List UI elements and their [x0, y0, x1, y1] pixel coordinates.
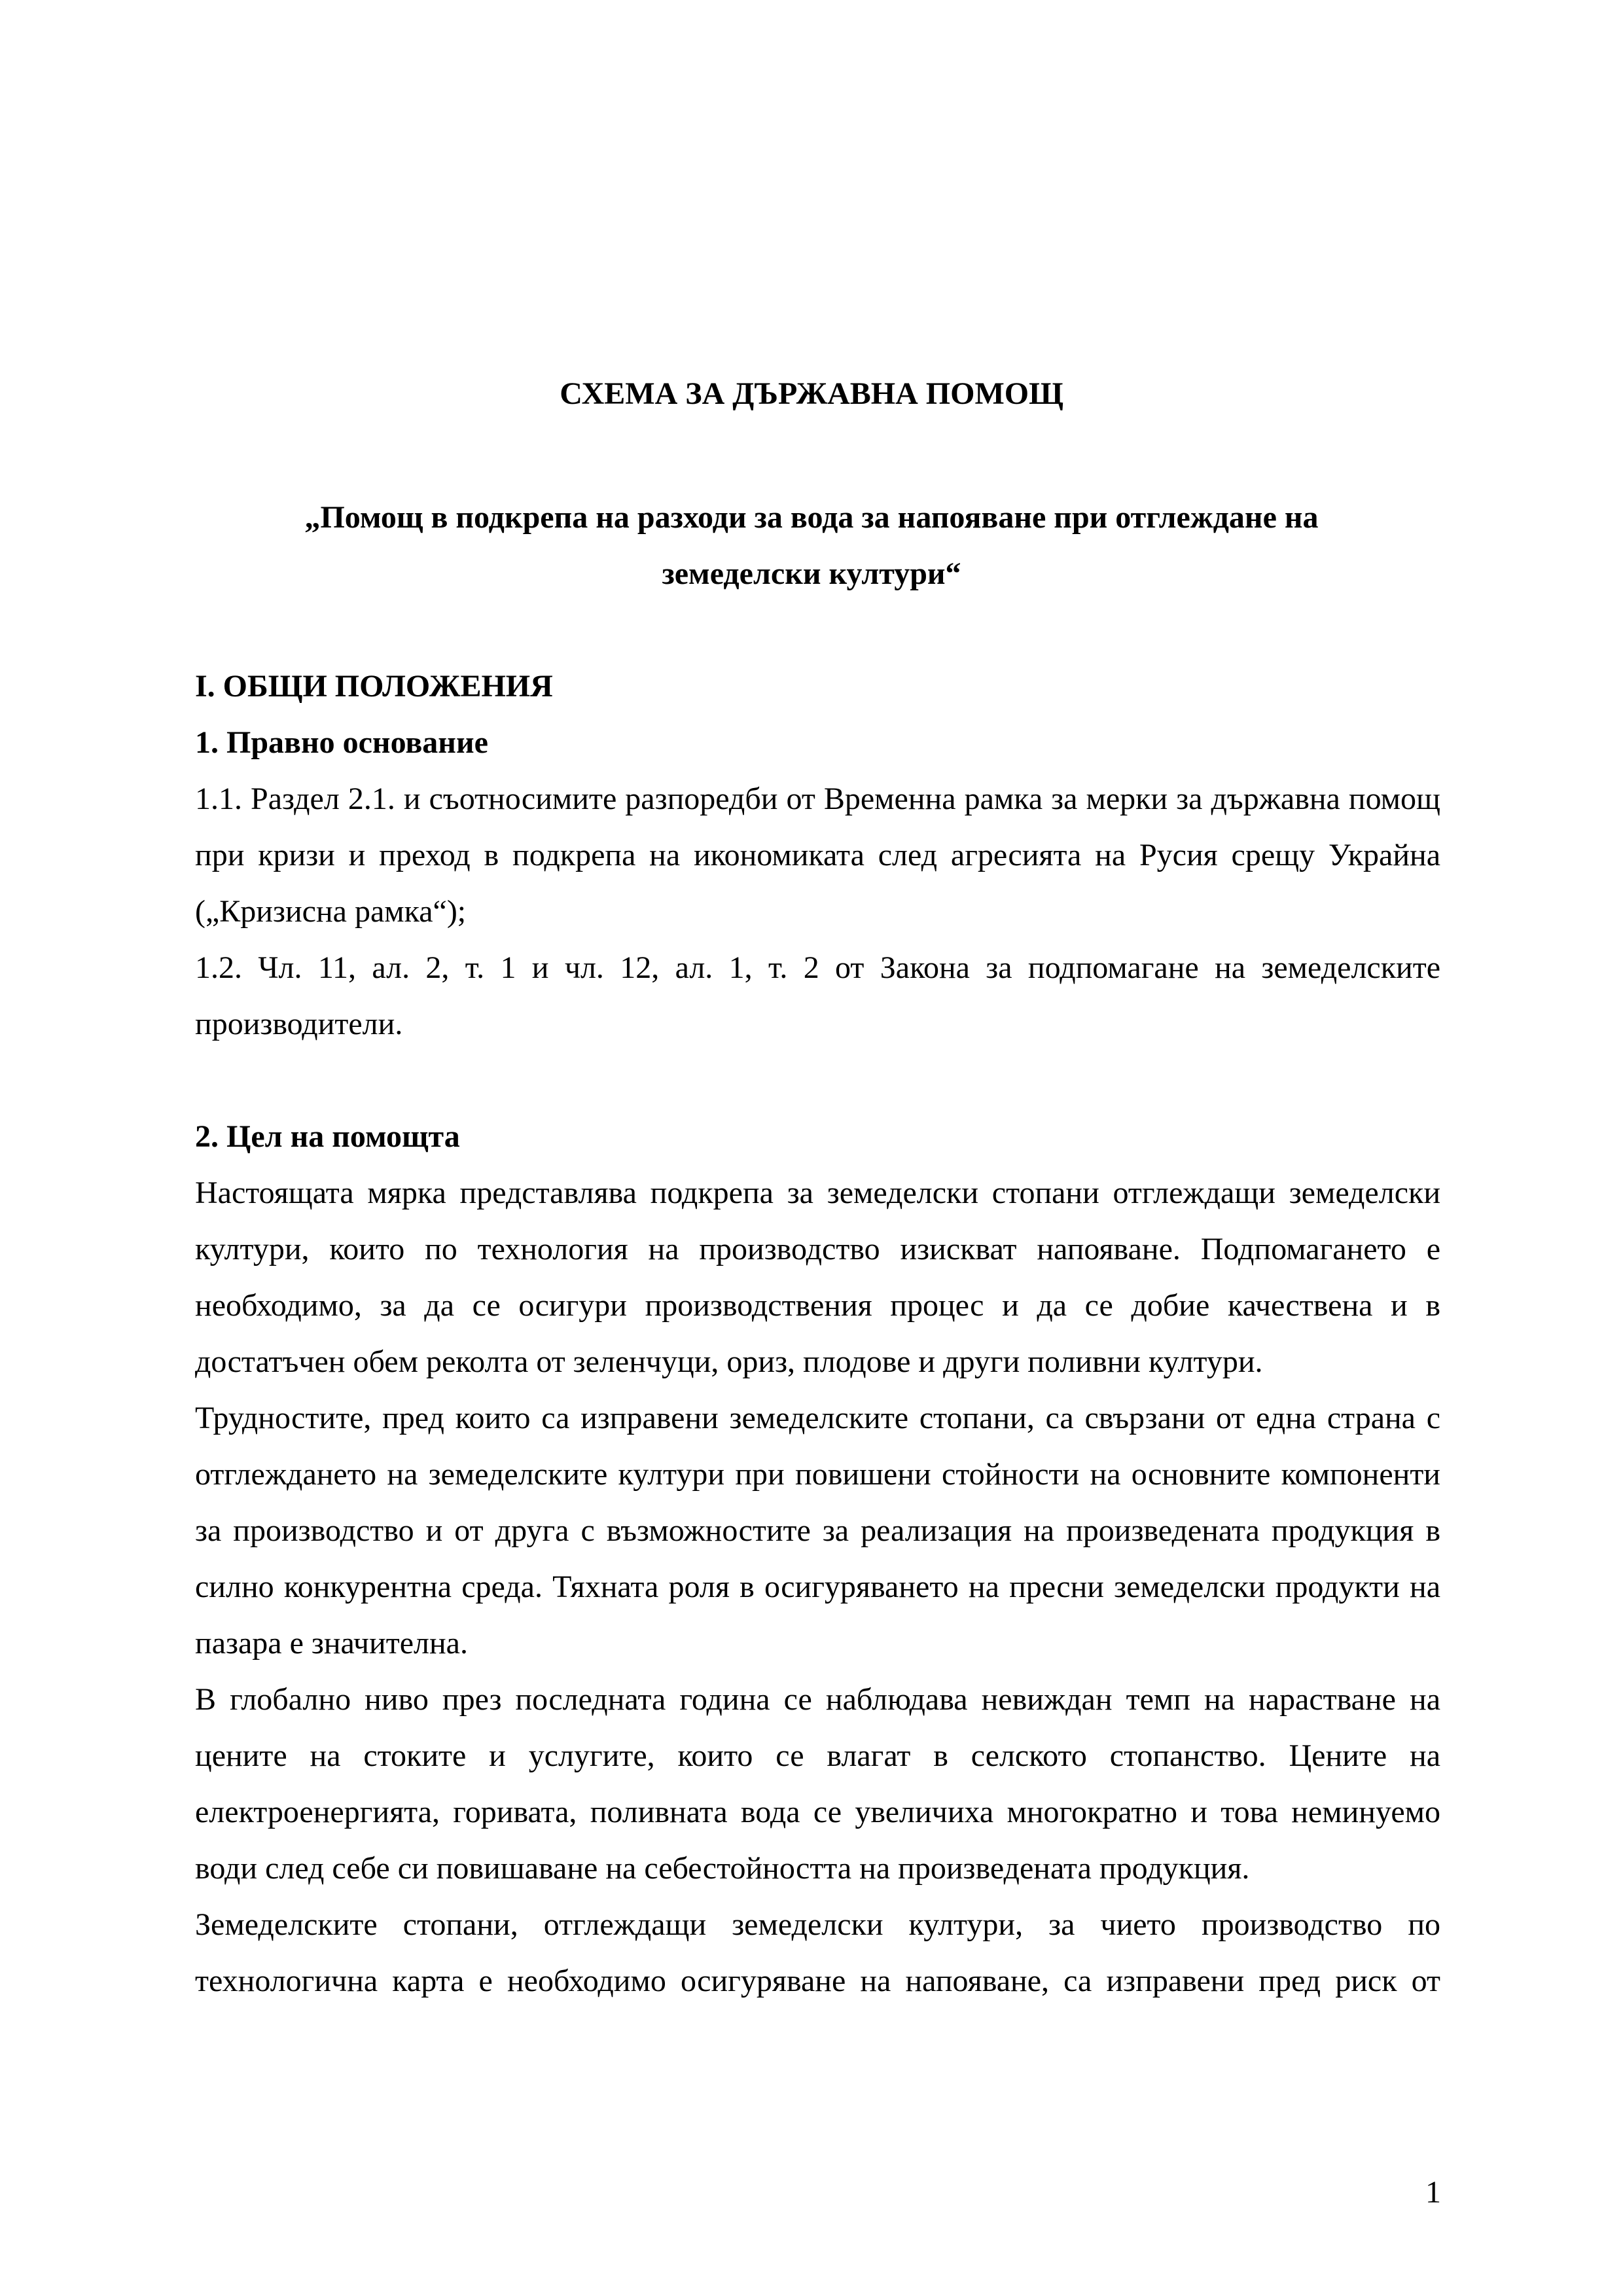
document-title: СХЕМА ЗА ДЪРЖАВНА ПОМОЩ	[560, 376, 1063, 411]
section-heading-general-provisions: I. ОБЩИ ПОЛОЖЕНИЯ	[195, 669, 553, 704]
paragraph-gap	[195, 1052, 1440, 1109]
paragraph-aid-purpose-1: Настоящата мярка представлява подкрепа за земеделски стопани отглеждащи земеделски култури, които по технология на производство изискват напояване. Подпомагането е необходимо, за да се осигури производствения процес и да се добие качествена и в достатъчен обем реколта от зеленчуци, ориз, плодове и други поливни култури.	[195, 1175, 1440, 1379]
document-subtitle: „Помощ в подкрепа на разходи за вода за напояване при отглеждане на земеделски култури“	[304, 500, 1319, 591]
page-number: 1	[1425, 2175, 1441, 2210]
paragraph-legal-basis-1: 1.1. Раздел 2.1. и съотносимите разпоредби от Временна рамка за мерки за държавна помощ при кризи и преход в подкрепа на икономиката след агресията на Русия срещу Украйна („Кризисна рамка“);	[195, 781, 1440, 929]
subsection-heading-aid-purpose: 2. Цел на помощта	[195, 1119, 460, 1154]
subsection-heading-legal-basis: 1. Правно основание	[195, 725, 488, 760]
paragraph-aid-purpose-3: В глобално ниво през последната година се наблюдава невиждан темп на нарастване на цените на стоките и услугите, които се влагат в селското стопанство. Цените на електроенергията, горивата, поливната вода се увеличиха многократно и това неминуемо води след себе си повишаване на себестойността на произведената продукция.	[195, 1682, 1440, 1886]
paragraph-legal-basis-2: 1.2. Чл. 11, ал. 2, т. 1 и чл. 12, ал. 1, т. 2 от Закона за подпомагане на земеделските производители.	[195, 950, 1440, 1041]
document-body	[195, 658, 1440, 2009]
paragraph-aid-purpose-4: Земеделските стопани, отглеждащи земеделски култури, за чието производство по технологична карта е необходимо осигуряване на напояване, са изправени пред риск от	[195, 1907, 1440, 1998]
paragraph-aid-purpose-2: Трудностите, пред които са изправени земеделските стопани, са свързани от една страна с отглеждането на земеделските култури при повишени стойности на основните компоненти за производство и от друга с възможностите за реализация на произведената продукция в силно конкурентна среда. Тяхната роля в осигуряването на пресни земеделски продукти на пазара е значителна.	[195, 1401, 1440, 1660]
